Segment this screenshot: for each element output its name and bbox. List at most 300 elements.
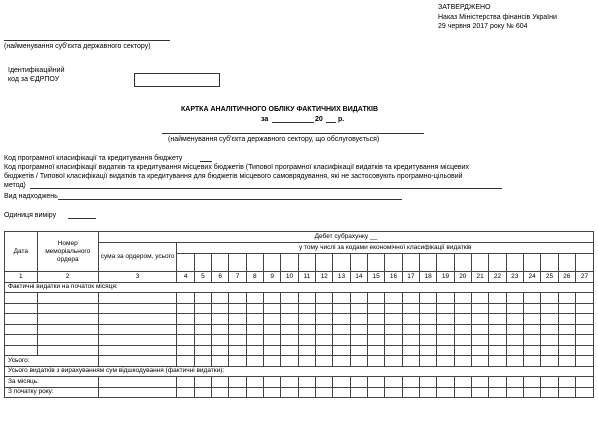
column-number: 13 — [333, 272, 350, 283]
row-total: Усього: — [5, 356, 99, 367]
entry-cell[interactable] — [281, 324, 298, 335]
entry-cell[interactable] — [558, 324, 575, 335]
entry-cell[interactable] — [194, 356, 211, 367]
column-number: 16 — [385, 272, 402, 283]
column-number: 11 — [298, 272, 315, 283]
entry-cell[interactable] — [437, 293, 454, 304]
entry-cell[interactable] — [212, 293, 229, 304]
entry-cell[interactable] — [541, 314, 558, 325]
entry-cell[interactable] — [419, 303, 436, 314]
entry-cell[interactable] — [523, 387, 540, 398]
entry-cell[interactable] — [98, 293, 177, 304]
entry-cell[interactable] — [333, 387, 350, 398]
entry-cell[interactable] — [229, 303, 246, 314]
entry-cell[interactable] — [246, 303, 263, 314]
column-number: 26 — [558, 272, 575, 283]
column-number: 23 — [506, 272, 523, 283]
entry-cell[interactable] — [281, 377, 298, 388]
entry-cell[interactable] — [177, 293, 194, 304]
entry-cell[interactable] — [98, 377, 177, 388]
entry-cell[interactable] — [316, 356, 333, 367]
entry-cell[interactable] — [316, 345, 333, 356]
served-entity-line[interactable] — [162, 133, 424, 134]
entry-cell[interactable] — [316, 335, 333, 346]
entry-cell[interactable] — [541, 345, 558, 356]
entry-cell[interactable] — [246, 387, 263, 398]
entry-cell[interactable] — [575, 335, 593, 346]
header-code-cell[interactable] — [368, 254, 385, 272]
entry-cell[interactable] — [506, 356, 523, 367]
entry-cell[interactable] — [385, 314, 402, 325]
entry-cell[interactable] — [264, 335, 281, 346]
entry-cell[interactable] — [523, 293, 540, 304]
entry-cell[interactable] — [523, 303, 540, 314]
entry-cell[interactable] — [350, 335, 367, 346]
entry-cell[interactable] — [541, 377, 558, 388]
header-code-cell[interactable] — [194, 254, 211, 272]
entry-cell[interactable] — [419, 345, 436, 356]
header-code-cell[interactable] — [316, 254, 333, 272]
entry-cell[interactable] — [402, 345, 419, 356]
entry-cell[interactable] — [575, 356, 593, 367]
entry-cell[interactable] — [575, 324, 593, 335]
header-code-cell[interactable] — [437, 254, 454, 272]
entry-cell[interactable] — [368, 314, 385, 325]
entry-cell[interactable] — [264, 356, 281, 367]
header-code-cell[interactable] — [177, 254, 194, 272]
column-number: 17 — [402, 272, 419, 283]
entry-cell[interactable] — [298, 303, 315, 314]
entry-cell[interactable] — [246, 335, 263, 346]
entry-cell[interactable] — [368, 335, 385, 346]
entry-cell[interactable] — [298, 293, 315, 304]
entry-cell[interactable] — [454, 324, 471, 335]
entry-cell[interactable] — [264, 314, 281, 325]
entry-cell[interactable] — [281, 356, 298, 367]
entry-cell[interactable] — [541, 293, 558, 304]
entry-cell[interactable] — [506, 377, 523, 388]
entry-cell[interactable] — [437, 314, 454, 325]
header-code-cell[interactable] — [575, 254, 593, 272]
entry-cell[interactable] — [229, 314, 246, 325]
entry-cell[interactable] — [419, 293, 436, 304]
entry-cell[interactable] — [37, 293, 98, 304]
entry-cell[interactable] — [5, 303, 38, 314]
entry-cell[interactable] — [281, 335, 298, 346]
entry-cell[interactable] — [264, 293, 281, 304]
entry-cell[interactable] — [385, 387, 402, 398]
entry-cell[interactable] — [177, 314, 194, 325]
entry-cell[interactable] — [385, 303, 402, 314]
entry-cell[interactable] — [402, 314, 419, 325]
column-number: 20 — [454, 272, 471, 283]
column-number: 27 — [575, 272, 593, 283]
entry-cell[interactable] — [98, 345, 177, 356]
entry-cell[interactable] — [194, 335, 211, 346]
column-number: 19 — [437, 272, 454, 283]
expenses-table — [4, 231, 594, 398]
entry-cell[interactable] — [333, 324, 350, 335]
row-start-of-month: Фактичні видатки на початок місяця: — [5, 282, 594, 293]
entry-cell[interactable] — [558, 303, 575, 314]
entry-cell[interactable] — [523, 356, 540, 367]
header-code-cell[interactable] — [385, 254, 402, 272]
entry-cell[interactable] — [541, 356, 558, 367]
column-number: 6 — [212, 272, 229, 283]
entry-cell[interactable] — [419, 314, 436, 325]
entry-cell[interactable] — [177, 303, 194, 314]
header-code-cell[interactable] — [489, 254, 506, 272]
entry-cell[interactable] — [333, 293, 350, 304]
entry-cell[interactable] — [212, 335, 229, 346]
entry-cell[interactable] — [506, 293, 523, 304]
entry-cell[interactable] — [402, 335, 419, 346]
entry-cell[interactable] — [385, 377, 402, 388]
entry-cell[interactable] — [212, 324, 229, 335]
entry-cell[interactable] — [5, 324, 38, 335]
served-entity-caption: (найменування суб'єкта державного сектору, що обслуговується) — [168, 136, 380, 143]
entry-cell[interactable] — [246, 377, 263, 388]
table-row — [5, 303, 594, 314]
entry-cell[interactable] — [575, 345, 593, 356]
entry-cell[interactable] — [368, 324, 385, 335]
unit-line[interactable] — [68, 218, 96, 219]
entry-cell[interactable] — [402, 356, 419, 367]
entry-cell[interactable] — [385, 293, 402, 304]
entry-cell[interactable] — [212, 377, 229, 388]
entry-cell[interactable] — [437, 303, 454, 314]
entry-cell[interactable] — [454, 387, 471, 398]
header-code-cell[interactable] — [506, 254, 523, 272]
kpkv-line[interactable] — [200, 161, 212, 162]
entry-cell[interactable] — [575, 387, 593, 398]
entry-cell[interactable] — [558, 335, 575, 346]
entry-cell[interactable] — [558, 345, 575, 356]
entry-cell[interactable] — [316, 377, 333, 388]
entry-cell[interactable] — [575, 293, 593, 304]
entry-cell[interactable] — [298, 387, 315, 398]
entry-cell[interactable] — [471, 324, 488, 335]
entry-cell[interactable] — [350, 293, 367, 304]
header-code-cell[interactable] — [281, 254, 298, 272]
entry-cell[interactable] — [298, 335, 315, 346]
column-number: 25 — [541, 272, 558, 283]
entry-cell[interactable] — [541, 335, 558, 346]
header-including-codes: у тому числі за кодами економічної класифікації видатків — [177, 243, 594, 254]
header-code-cell[interactable] — [419, 254, 436, 272]
header-code-cell[interactable] — [264, 254, 281, 272]
entry-cell[interactable] — [281, 345, 298, 356]
entry-cell[interactable] — [177, 324, 194, 335]
entry-cell[interactable] — [5, 293, 38, 304]
entry-cell[interactable] — [506, 303, 523, 314]
entry-cell[interactable] — [454, 303, 471, 314]
entry-cell[interactable] — [402, 293, 419, 304]
header-code-cell[interactable] — [333, 254, 350, 272]
header-code-cell[interactable] — [246, 254, 263, 272]
entry-cell[interactable] — [177, 335, 194, 346]
entry-cell[interactable] — [177, 356, 194, 367]
card-year-line[interactable] — [326, 122, 336, 123]
vyd-nadkhodzhen-label: Вид надходжень — [4, 193, 58, 200]
entry-cell[interactable] — [402, 303, 419, 314]
entry-cell[interactable] — [98, 314, 177, 325]
entry-cell[interactable] — [385, 345, 402, 356]
column-number: 12 — [316, 272, 333, 283]
entry-cell[interactable] — [437, 324, 454, 335]
entry-cell[interactable] — [506, 335, 523, 346]
header-code-cell[interactable] — [402, 254, 419, 272]
entry-cell[interactable] — [229, 324, 246, 335]
entry-cell[interactable] — [454, 314, 471, 325]
entry-cell[interactable] — [558, 314, 575, 325]
entry-cell[interactable] — [471, 377, 488, 388]
entry-cell[interactable] — [541, 324, 558, 335]
entry-cell[interactable] — [37, 335, 98, 346]
entry-cell[interactable] — [350, 314, 367, 325]
header-code-cell[interactable] — [541, 254, 558, 272]
entry-cell[interactable] — [368, 303, 385, 314]
entry-cell[interactable] — [281, 293, 298, 304]
column-number: 9 — [264, 272, 281, 283]
entry-cell[interactable] — [37, 303, 98, 314]
entry-cell[interactable] — [298, 345, 315, 356]
entry-cell[interactable] — [385, 335, 402, 346]
entry-cell[interactable] — [402, 387, 419, 398]
entry-cell[interactable] — [523, 324, 540, 335]
entry-cell[interactable] — [471, 293, 488, 304]
entry-cell[interactable] — [523, 345, 540, 356]
entry-cell[interactable] — [402, 324, 419, 335]
entry-cell[interactable] — [264, 324, 281, 335]
entry-cell[interactable] — [333, 335, 350, 346]
header-code-cell[interactable] — [454, 254, 471, 272]
header-code-cell[interactable] — [558, 254, 575, 272]
entry-cell[interactable] — [37, 314, 98, 325]
edrpou-input-box[interactable] — [134, 73, 220, 87]
entry-cell[interactable] — [489, 356, 506, 367]
card-period-line[interactable] — [272, 122, 314, 123]
entry-cell[interactable] — [419, 335, 436, 346]
entry-cell[interactable] — [316, 387, 333, 398]
entry-cell[interactable] — [5, 335, 38, 346]
entry-cell[interactable] — [489, 387, 506, 398]
entry-cell[interactable] — [229, 356, 246, 367]
entry-cell[interactable] — [437, 345, 454, 356]
entry-cell[interactable] — [316, 303, 333, 314]
entry-cell[interactable] — [212, 314, 229, 325]
kpkv-local-line-1: Код програмної класифікації видатків та кредитування місцевих бюджетів (Типової програмної класифікації видатків та кредитування місцевих — [4, 164, 470, 171]
entry-cell[interactable] — [229, 335, 246, 346]
entry-cell[interactable] — [298, 314, 315, 325]
entry-cell[interactable] — [316, 293, 333, 304]
entry-cell[interactable] — [333, 303, 350, 314]
entry-cell[interactable] — [368, 377, 385, 388]
entry-cell[interactable] — [437, 335, 454, 346]
header-code-cell[interactable] — [471, 254, 488, 272]
entry-cell[interactable] — [229, 345, 246, 356]
entry-cell[interactable] — [489, 303, 506, 314]
table-row — [5, 314, 594, 325]
entry-cell[interactable] — [37, 324, 98, 335]
entry-cell[interactable] — [298, 356, 315, 367]
entry-cell[interactable] — [437, 387, 454, 398]
entry-cell[interactable] — [506, 345, 523, 356]
entry-cell[interactable] — [575, 303, 593, 314]
entry-cell[interactable] — [194, 293, 211, 304]
kpkv-label: Код програмної класифікації та кредитування бюджету — [4, 155, 183, 162]
header-code-cell[interactable] — [229, 254, 246, 272]
entry-cell[interactable] — [454, 293, 471, 304]
entry-cell[interactable] — [471, 314, 488, 325]
entry-cell[interactable] — [541, 387, 558, 398]
entry-cell[interactable] — [541, 303, 558, 314]
entry-cell[interactable] — [194, 324, 211, 335]
entry-cell[interactable] — [489, 335, 506, 346]
entry-cell[interactable] — [454, 345, 471, 356]
entry-cell[interactable] — [98, 387, 177, 398]
entry-cell[interactable] — [575, 314, 593, 325]
entry-cell[interactable] — [177, 377, 194, 388]
header-code-cell[interactable] — [298, 254, 315, 272]
row-for-month: За місяць: — [5, 377, 99, 388]
entry-cell[interactable] — [281, 303, 298, 314]
entry-cell[interactable] — [419, 324, 436, 335]
entry-cell[interactable] — [212, 345, 229, 356]
header-debit: Дебет субрахунку __ — [98, 232, 593, 243]
entry-cell[interactable] — [333, 377, 350, 388]
entry-cell[interactable] — [368, 345, 385, 356]
entry-cell[interactable] — [37, 345, 98, 356]
entry-cell[interactable] — [558, 356, 575, 367]
approval-title: ЗАТВЕРДЖЕНО — [438, 4, 491, 11]
entry-cell[interactable] — [454, 377, 471, 388]
entry-cell[interactable] — [177, 387, 194, 398]
entry-cell[interactable] — [471, 345, 488, 356]
entry-cell[interactable] — [489, 345, 506, 356]
entry-cell[interactable] — [333, 356, 350, 367]
entry-cell[interactable] — [350, 303, 367, 314]
entry-cell[interactable] — [316, 314, 333, 325]
entry-cell[interactable] — [506, 387, 523, 398]
entry-cell[interactable] — [98, 335, 177, 346]
entry-cell[interactable] — [419, 387, 436, 398]
entry-cell[interactable] — [437, 377, 454, 388]
vyd-nadkhodzhen-line[interactable] — [58, 199, 402, 200]
entry-cell[interactable] — [194, 345, 211, 356]
column-number: 4 — [177, 272, 194, 283]
entry-cell[interactable] — [385, 324, 402, 335]
entry-cell[interactable] — [246, 345, 263, 356]
entry-cell[interactable] — [454, 356, 471, 367]
entry-cell[interactable] — [523, 377, 540, 388]
entry-cell[interactable] — [523, 335, 540, 346]
entry-cell[interactable] — [350, 377, 367, 388]
entry-cell[interactable] — [368, 356, 385, 367]
entry-cell[interactable] — [350, 324, 367, 335]
entry-cell[interactable] — [489, 293, 506, 304]
entry-cell[interactable] — [229, 387, 246, 398]
entry-cell[interactable] — [194, 387, 211, 398]
entry-cell[interactable] — [558, 387, 575, 398]
entry-cell[interactable] — [298, 324, 315, 335]
header-code-cell[interactable] — [350, 254, 367, 272]
entry-cell[interactable] — [350, 387, 367, 398]
entry-cell[interactable] — [368, 387, 385, 398]
header-code-cell[interactable] — [212, 254, 229, 272]
entry-cell[interactable] — [489, 377, 506, 388]
entry-cell[interactable] — [264, 303, 281, 314]
entry-cell[interactable] — [316, 324, 333, 335]
entry-cell[interactable] — [575, 377, 593, 388]
entry-cell[interactable] — [419, 377, 436, 388]
table-row — [5, 345, 594, 356]
entry-cell[interactable] — [471, 335, 488, 346]
entry-cell[interactable] — [471, 303, 488, 314]
entry-cell[interactable] — [246, 314, 263, 325]
entry-cell[interactable] — [246, 293, 263, 304]
entry-cell[interactable] — [402, 377, 419, 388]
entry-cell[interactable] — [212, 303, 229, 314]
entry-cell[interactable] — [264, 345, 281, 356]
entry-cell[interactable] — [333, 345, 350, 356]
entry-cell[interactable] — [264, 387, 281, 398]
entry-cell[interactable] — [454, 335, 471, 346]
entry-cell[interactable] — [177, 345, 194, 356]
entry-cell[interactable] — [98, 303, 177, 314]
entry-cell[interactable] — [471, 356, 488, 367]
entry-cell[interactable] — [246, 324, 263, 335]
entry-cell[interactable] — [523, 314, 540, 325]
edrpou-label-1: Ідентифікаційний — [8, 67, 65, 74]
entry-cell[interactable] — [437, 356, 454, 367]
entry-cell[interactable] — [264, 377, 281, 388]
entry-cell[interactable] — [212, 387, 229, 398]
entry-cell[interactable] — [558, 293, 575, 304]
entry-cell[interactable] — [350, 345, 367, 356]
entry-cell[interactable] — [506, 314, 523, 325]
entry-cell[interactable] — [489, 324, 506, 335]
entity-name-line[interactable] — [4, 40, 170, 41]
entry-cell[interactable] — [194, 303, 211, 314]
entry-cell[interactable] — [229, 377, 246, 388]
entry-cell[interactable] — [194, 314, 211, 325]
entry-cell[interactable] — [506, 324, 523, 335]
entry-cell[interactable] — [229, 293, 246, 304]
entry-cell[interactable] — [368, 293, 385, 304]
entry-cell[interactable] — [246, 356, 263, 367]
entry-cell[interactable] — [281, 387, 298, 398]
entry-cell[interactable] — [281, 314, 298, 325]
entry-cell[interactable] — [350, 356, 367, 367]
entry-cell[interactable] — [194, 377, 211, 388]
entry-cell[interactable] — [558, 377, 575, 388]
entry-cell[interactable] — [98, 356, 177, 367]
entry-cell[interactable] — [5, 345, 38, 356]
entry-cell[interactable] — [5, 314, 38, 325]
entry-cell[interactable] — [419, 356, 436, 367]
entry-cell[interactable] — [98, 324, 177, 335]
entry-cell[interactable] — [298, 377, 315, 388]
entry-cell[interactable] — [385, 356, 402, 367]
header-code-cell[interactable] — [523, 254, 540, 272]
entry-cell[interactable] — [212, 356, 229, 367]
kpkv-local-line[interactable] — [30, 188, 502, 189]
entry-cell[interactable] — [489, 314, 506, 325]
card-year-prefix: 20 — [315, 116, 323, 123]
entry-cell[interactable] — [333, 314, 350, 325]
entry-cell[interactable] — [471, 387, 488, 398]
